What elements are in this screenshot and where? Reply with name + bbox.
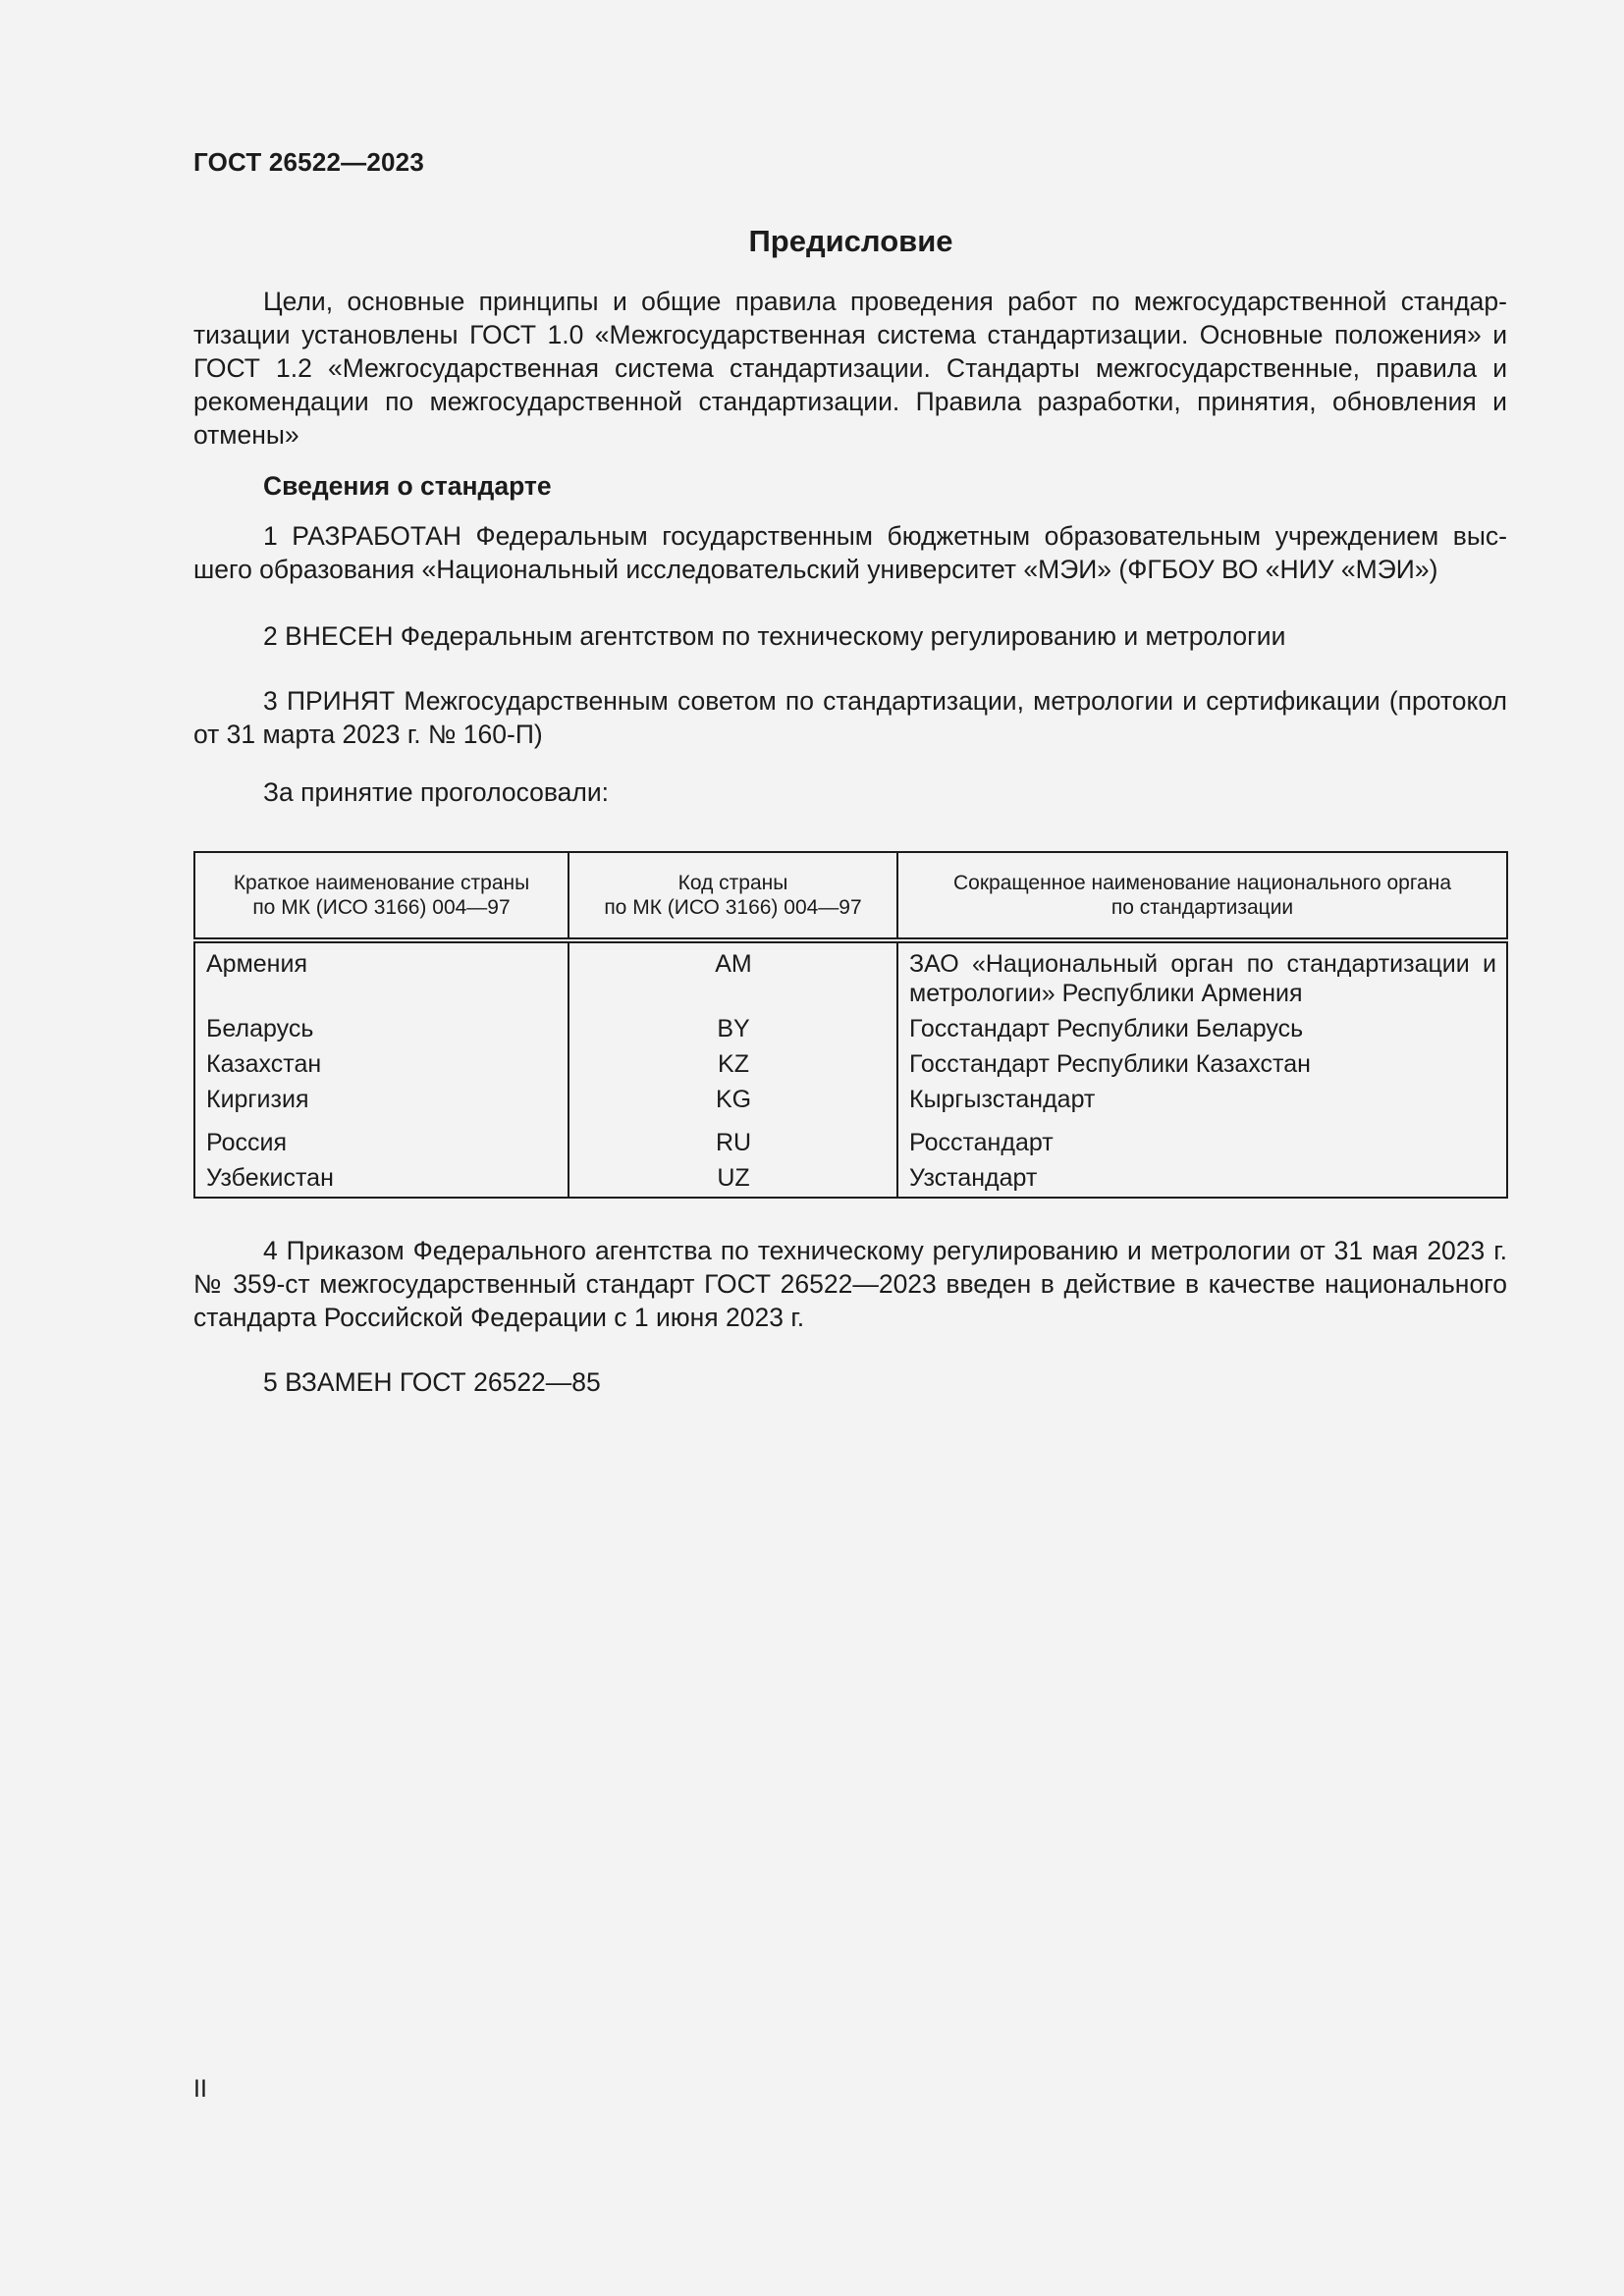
table-row [194, 1159, 1507, 1198]
item-enacted: 4 Приказом Федерального агентства по техническому регулированию и метрологии от 31 мая 2023 г. № 359-ст межгосударственный стандарт ГОСТ 26522—2023 введен в действие в качестве национального стандарта Российской Федерации с 1 июня 2023 г. [193, 1236, 1507, 1332]
code-cell: UZ [568, 1159, 897, 1198]
item-introduced: 2 ВНЕСЕН Федеральным агентством по техническому регулированию и метрологии [263, 621, 1286, 651]
page-title: Предисловие [748, 224, 953, 258]
table-row [194, 1081, 1507, 1124]
table-row [194, 1045, 1507, 1081]
organization-cell: Росстандарт [897, 1124, 1507, 1159]
organization-cell: ЗАО «Национальный орган по стандартизации и метрологии» Республики Армения [897, 940, 1507, 1010]
country-cell: Беларусь [206, 1015, 314, 1042]
section-subheading: Сведения о стандарте [263, 471, 552, 501]
header-line: по МК (ИСО 3166) 004—97 [252, 896, 511, 919]
intro-block [193, 285, 1507, 452]
organization-cell: Кыргызстандарт [897, 1081, 1507, 1124]
column-header-country [194, 852, 568, 940]
table-header-row [194, 852, 1507, 940]
header-line: Краткое наименование страны [233, 872, 530, 894]
country-cell: Казахстан [206, 1050, 322, 1078]
item-adopted: 3 ПРИНЯТ Межгосударственным советом по стандартизации, метрологии и сертификации (протокол от 31 марта 2023 г. № 160-П) [193, 686, 1507, 749]
item-enacted-block [193, 1234, 1507, 1334]
code-cell: RU [568, 1124, 897, 1159]
country-cell: Узбекистан [206, 1164, 334, 1192]
organization-cell: Госстандарт Республики Казахстан [897, 1045, 1507, 1081]
code-cell: KZ [568, 1045, 897, 1081]
header-line: по МК (ИСО 3166) 004—97 [604, 896, 862, 919]
item-adopted-block [193, 684, 1507, 751]
item-replaces-block [193, 1365, 1507, 1399]
code-cell: KG [568, 1081, 897, 1124]
item-developed-block [193, 519, 1507, 586]
column-header-organization [897, 852, 1507, 940]
country-cell: Киргизия [206, 1086, 309, 1113]
code-cell: AM [568, 940, 897, 1010]
header-line: Сокращенное наименование национального органа [952, 872, 1452, 894]
intro-paragraph: Цели, основные принципы и общие правила проведения работ по межгосударственной стандартизации установлены ГОСТ 1.0 «Межгосударственная система стандартизации. Основные положения» и ГОСТ 1.2 «Межгосударственная система стандартизации. Стандарты межгосударственные, правила и рекомендации по межгосударственной стандартизации. Правила разработки, принятия, обновления и отмены» [193, 287, 1507, 450]
organization-cell: Госстандарт Республики Беларусь [897, 1010, 1507, 1045]
table-row [194, 1124, 1507, 1159]
header-line: по стандартизации [1110, 896, 1294, 919]
table-row [194, 1010, 1507, 1045]
country-cell: Россия [206, 1129, 287, 1156]
item-developed: 1 РАЗРАБОТАН Федеральным государственным бюджетным образовательным учреждением высшего образования «Национальный исследовательский университет «МЭИ» (ФГБОУ ВО «НИУ «МЭИ») [193, 521, 1507, 584]
item-introduced-block [193, 619, 1507, 653]
item-replaces: 5 ВЗАМЕН ГОСТ 26522—85 [263, 1367, 601, 1397]
page-number: II [193, 2075, 207, 2103]
country-cell: Армения [206, 950, 307, 978]
voted-block [193, 775, 1507, 809]
column-header-code [568, 852, 897, 940]
header-line: Код страны [677, 872, 788, 894]
code-cell: BY [568, 1010, 897, 1045]
voted-caption: За принятие проголосовали: [263, 777, 610, 807]
voting-countries-table [193, 851, 1508, 1199]
table-row [194, 940, 1507, 1010]
organization-cell: Узстандарт [897, 1159, 1507, 1198]
document-code: ГОСТ 26522—2023 [193, 147, 424, 177]
